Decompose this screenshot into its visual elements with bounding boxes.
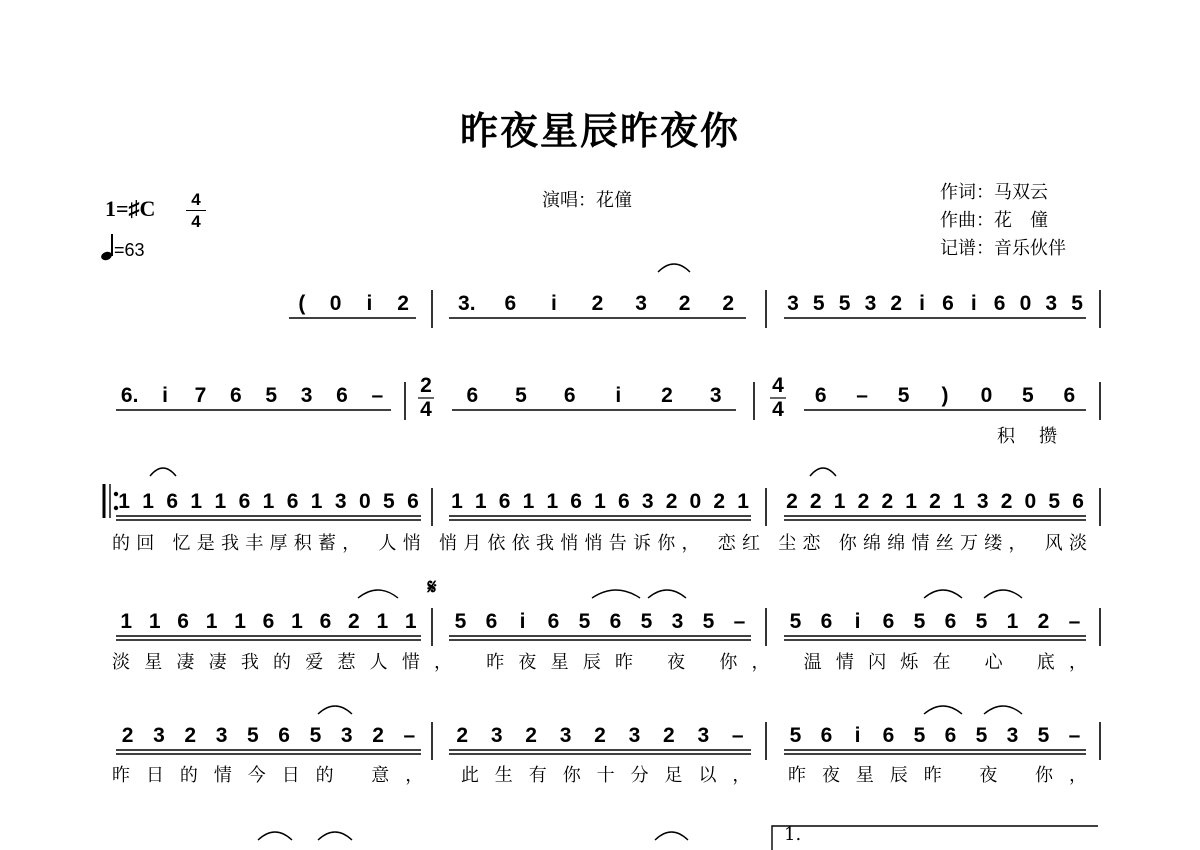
jianpu-note: i [854,724,861,747]
jianpu-note: 6 [618,490,630,513]
jianpu-note: 1 [546,490,559,513]
jianpu-note: 2 [661,384,673,407]
tempo-value: =63 [114,240,145,260]
jianpu-note: 5 [838,292,851,315]
jianpu-note: 6 [993,292,1006,315]
jianpu-note: 0 [358,490,371,513]
jianpu-note: 5 [975,610,988,633]
jianpu-note: 3 [671,610,684,633]
jianpu-note: 7 [194,384,207,407]
jianpu-note: 3 [490,724,503,747]
lyrics-line: 的回 忆是我丰厚积蓄， 人悄 悄月依依我悄悄告诉你， 恋红 尘恋 你绵绵情丝万缕， 风淡 [112,533,1087,554]
jianpu-note: 1 [1006,610,1019,633]
jianpu-note: 2 [591,292,604,315]
jianpu-note: 1 [451,490,463,513]
jianpu-note: 1 [474,490,487,513]
jianpu-note: 6 [319,610,332,633]
jianpu-note: 2 [1000,490,1013,513]
jianpu-note: 3 [215,724,228,747]
jianpu-note: 5 [789,610,802,633]
measure-time-bottom: 4 [772,398,784,421]
jianpu-note: 1 [291,610,303,633]
jianpu-note: 5 [383,490,395,513]
jianpu-note: 6. [120,384,139,407]
volta-label: 1. [784,824,802,845]
jianpu-note: 1 [118,490,130,513]
jianpu-note: 6 [238,490,251,513]
jianpu-note: 2 [121,724,134,747]
jianpu-note: 1 [404,610,417,633]
jianpu-note: 3 [1006,724,1019,747]
jianpu-note: 5 [247,724,259,747]
jianpu-note: 5 [309,724,322,747]
volta-bracket [772,826,1098,850]
jianpu-note: 2 [348,610,360,633]
jianpu-note: 3 [976,490,989,513]
jianpu-note: 3 [709,384,722,407]
jianpu-note: 6 [1063,384,1076,407]
jianpu-note: 3 [340,724,353,747]
octave-dot [114,506,118,510]
tie-slur [655,832,688,840]
jianpu-note: 3 [1045,292,1058,315]
jianpu-note: i [970,292,977,315]
jianpu-note: 1 [905,490,917,513]
tie-slur [924,706,962,714]
jianpu-note: 3 [628,724,641,747]
tie-slur [592,590,640,598]
jianpu-note: 6 [177,610,189,633]
time-signature-bottom: 4 [191,212,201,231]
jianpu-note: 6 [1072,490,1084,513]
jianpu-note: 2 [881,490,894,513]
jianpu-note: 6 [814,384,827,407]
jianpu-note: 6 [570,490,582,513]
jianpu-note: 3. [458,292,476,315]
lyricist-credit: 作词：马双云 [940,182,1048,203]
tie-slur [924,590,962,598]
jianpu-note: 6 [820,610,833,633]
jianpu-note: 2 [1037,610,1050,633]
jianpu-note: 3 [641,490,654,513]
jianpu-note: i [519,610,526,633]
singer-credit: 演唱：花僮 [542,190,632,211]
tie-slur [258,832,292,840]
jianpu-note: 1 [594,490,606,513]
jianpu-note: 5 [812,292,825,315]
jianpu-note: 6 [547,610,560,633]
jianpu-note: 1 [262,490,275,513]
jianpu-note: 6 [407,490,419,513]
jianpu-note: 5 [897,384,910,407]
jianpu-note: 5 [1071,292,1083,315]
measure-time-bottom: 4 [420,398,432,421]
measure-time-top: 4 [772,374,784,397]
jianpu-note: 5 [975,724,988,747]
song-title: 昨夜星辰昨夜你 [459,108,740,153]
tie-slur [150,468,176,476]
dash-extend: – [856,384,868,407]
jianpu-note: 3 [864,292,877,315]
segno-icon: 𝄋 [427,576,437,599]
jianpu-note: 6 [820,724,833,747]
jianpu-note: 2 [722,292,735,315]
jianpu-note: 5 [640,610,653,633]
paren-mark: ) [941,384,949,407]
dash-extend: – [733,610,746,633]
tie-slur [358,590,398,598]
jianpu-note: i [366,292,373,315]
measure-time-top: 2 [420,374,432,397]
jianpu-note: 2 [857,490,870,513]
jianpu-note: 1 [190,490,203,513]
jianpu-note: 5 [265,384,278,407]
jianpu-note: 2 [713,490,726,513]
octave-dot [114,492,118,496]
jianpu-note: 5 [1037,724,1050,747]
jianpu-note: 2 [890,292,903,315]
jianpu-note: 1 [953,490,965,513]
jianpu-note: 5 [578,610,591,633]
dash-extend: – [1068,724,1081,747]
tie-slur [318,832,352,840]
jianpu-note: 1 [214,490,227,513]
jianpu-note: 3 [153,724,165,747]
jianpu-note: 6 [563,384,576,407]
jianpu-note: 6 [498,490,511,513]
jianpu-note: 6 [262,610,275,633]
jianpu-note: i [615,384,622,407]
jianpu-note: 6 [166,490,179,513]
jianpu-note: 5 [913,610,926,633]
jianpu-note: 6 [944,610,957,633]
jianpu-note: 0 [329,292,342,315]
jianpu-note: 2 [397,292,409,315]
jianpu-note: 1 [737,490,749,513]
jianpu-note: 5 [454,610,467,633]
jianpu-note: 0 [689,490,702,513]
jianpu-note: 2 [678,292,691,315]
tie-slur [648,590,686,598]
jianpu-note: 5 [1048,490,1061,513]
jianpu-note: 6 [229,384,242,407]
jianpu-note: 1 [148,610,161,633]
jianpu-note: 2 [663,724,675,747]
jianpu-note: i [551,292,557,315]
tie-slur [658,264,690,272]
jianpu-note: 1 [142,490,154,513]
jianpu-note: 2 [665,490,678,513]
jianpu-note: 5 [702,610,715,633]
jianpu-note: 3 [300,384,313,407]
jianpu-note: 0 [1019,292,1032,315]
jianpu-note: 6 [286,490,299,513]
key-signature: 1=♯C [105,196,156,221]
jianpu-note: 3 [635,292,647,315]
jianpu-note: 6 [942,292,954,315]
jianpu-note: 6 [882,724,895,747]
jianpu-note: 6 [466,384,479,407]
jianpu-note: i [854,610,861,633]
jianpu-note: 6 [504,292,517,315]
jianpu-note: 1 [310,490,323,513]
jianpu-note: 5 [515,384,527,407]
jianpu-note: 5 [1022,384,1034,407]
jianpu-note: 1 [522,490,535,513]
paren-mark: ( [298,292,306,315]
jianpu-note: 2 [809,490,822,513]
jianpu-note: 6 [609,610,622,633]
jianpu-note: 5 [913,724,926,747]
tie-slur [810,468,836,476]
jianpu-note: 3 [334,490,347,513]
jianpu-note: 1 [205,610,218,633]
jianpu-note: 1 [833,490,846,513]
jianpu-note: 1 [234,610,246,633]
jianpu-note: 2 [372,724,384,747]
tie-slur [984,706,1022,714]
jianpu-note: 3 [787,292,799,315]
jianpu-note: i [162,384,168,407]
jianpu-note: 0 [980,384,993,407]
jianpu-note: 1 [120,610,133,633]
lyrics-line: 淡星凄凄我的爱惹人惜， 昨夜星辰昨 夜 你， 温情闪烁在 心 底， [112,652,1087,673]
lyrics-line: 积 攒 [997,426,1057,447]
tie-slur [984,590,1022,598]
jianpu-note: 6 [944,724,957,747]
jianpu-note: 5 [789,724,802,747]
jianpu-note: 2 [786,490,798,513]
jianpu-note: 2 [525,724,537,747]
dash-extend: – [403,724,416,747]
jianpu-note: 2 [184,724,197,747]
jianpu-note: 3 [559,724,572,747]
jianpu-note: 3 [697,724,710,747]
tie-slur [318,706,352,714]
lyrics-line: 昨日的情今日的 意， 此生有你十分足以， 昨夜星辰昨 夜 你， [112,765,1088,786]
time-signature-top: 4 [191,190,201,209]
transcriber-credit: 记谱：音乐伙伴 [940,238,1066,259]
jianpu-note: 0 [1024,490,1037,513]
dash-extend: – [371,384,384,407]
jianpu-note: 6 [336,384,348,407]
composer-credit: 作曲：花 僮 [940,210,1048,231]
jianpu-note: 2 [929,490,941,513]
jianpu-note: 6 [882,610,895,633]
jianpu-note: 1 [376,610,389,633]
dash-extend: – [1068,610,1081,633]
jianpu-note: 6 [485,610,498,633]
jianpu-note: i [919,292,926,315]
dash-extend: – [731,724,744,747]
jianpu-note: 2 [594,724,606,747]
jianpu-note: 6 [278,724,290,747]
jianpu-note: 2 [456,724,469,747]
